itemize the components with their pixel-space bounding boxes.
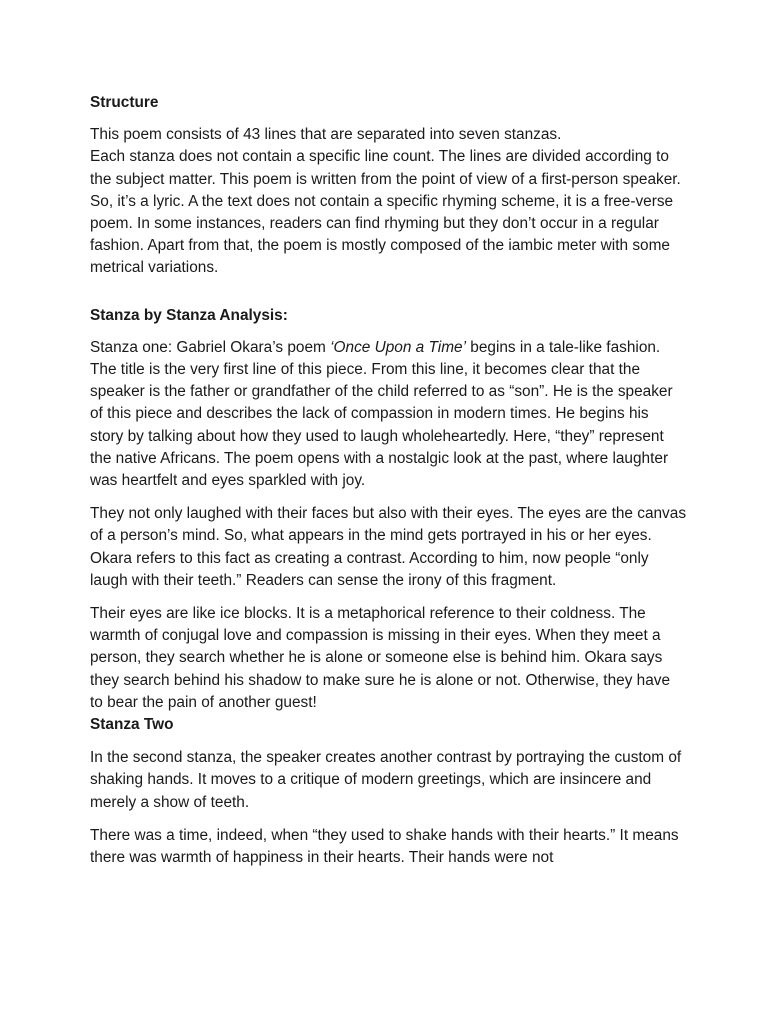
stanza-one-paragraph: [90, 337, 686, 492]
structure-paragraph: [90, 124, 686, 279]
stanza-two-paragraph-two: There was a time, indeed, when “they used to shake hands with their hearts.” It means there was warmth of happiness in their hearts. Their hands were not: [90, 826, 679, 867]
stanza-one-rest: begins in a tale-like fashion. The title is the very first line of this piece. From this line, it becomes clear that the speaker is the father or grandfather of the child referred to as “son”. He is the speaker of this piece and describes the lack of compassion in modern times. He begins his story by talking about how they used to laugh wholeheartedly. Here, “they” represent the native Africans. The poem opens with a nostalgic look at the past, where laughter was heartfelt and eyes sparkled with joy.: [90, 338, 673, 490]
structure-line-one: This poem consists of 43 lines that are separated into seven stanzas.: [90, 126, 562, 144]
section-heading-analysis: Stanza by Stanza Analysis:: [90, 306, 288, 324]
structure-line-rest: Each stanza does not contain a specific line count. The lines are divided according to the subject matter. This poem is written from the point of view of a first-person speaker. So, it’s a lyric. A the text does not contain a specific rhyming scheme, it is a free-verse poem. In some instances, readers can find rhyming but they don’t occur in a regular fashion. Apart from that, the poem is mostly composed of the iambic meter with some metrical variations.: [90, 148, 681, 277]
ice-paragraph: Their eyes are like ice blocks. It is a metaphorical reference to their coldness. The warmth of conjugal love and compassion is missing in their eyes. When they meet a person, they search whether he is alone or someone else is behind him. Okara says they search behind his shadow to make sure he is alone or not. Otherwise, they have to bear the pain of another guest!: [90, 605, 671, 711]
eyes-paragraph: They not only laughed with their faces but also with their eyes. The eyes are the canvas of a person’s mind. So, what appears in the mind gets portrayed in his or her eyes. Okara refers to this fact as creating a contrast. According to him, now people “only laugh with their teeth.” Readers can sense the irony of this fragment.: [90, 505, 687, 589]
stanza-one-intro: Stanza one: Gabriel Okara’s poem: [90, 338, 331, 356]
section-spacer: [90, 291, 686, 305]
section-heading-stanza-two: Stanza Two: [90, 716, 174, 734]
section-heading-structure: Structure: [90, 94, 159, 111]
poem-title: ‘Once Upon a Time’: [330, 338, 466, 356]
stanza-two-paragraph-one: In the second stanza, the speaker creates another contrast by portraying the custom of shaking hands. It moves to a critique of modern greetings, which are insincere and merely a show of teeth.: [90, 749, 682, 811]
document-page: [90, 92, 686, 880]
